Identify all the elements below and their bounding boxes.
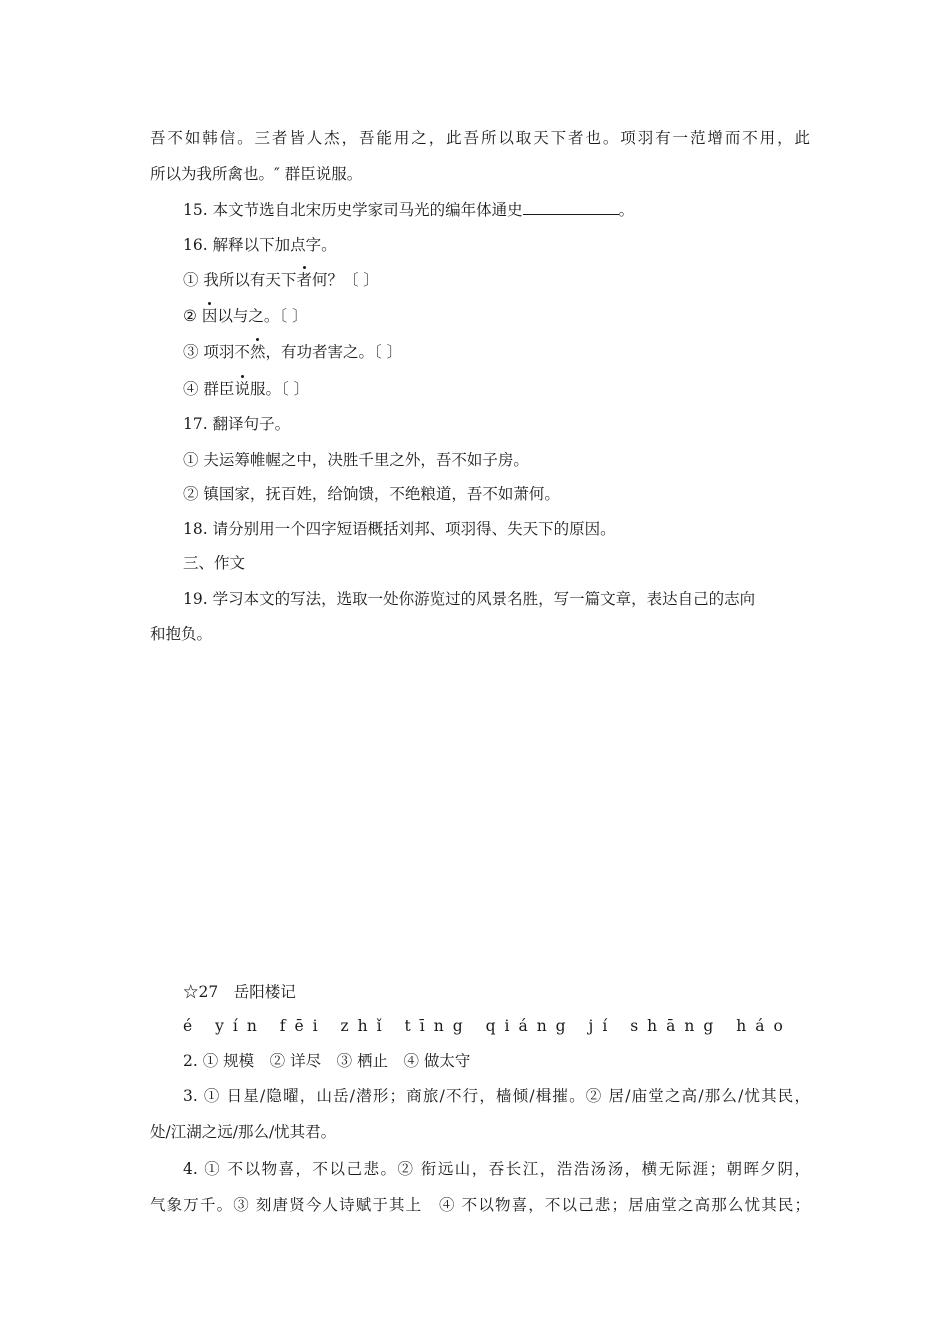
answer-2: 2. ① 规模 ② 详尽 ③ 栖止 ④ 做太守 xyxy=(183,1052,471,1070)
answer-3-line-1: 3. ① 日星/隐曜，山岳/潜形；商旅/不行，樯倾/楫摧。② 居/庙堂之高/那么/忧其民， xyxy=(183,1087,810,1105)
question-16-item-3 xyxy=(183,342,843,362)
question-15 xyxy=(183,200,843,220)
item-text: 何？〔 〕 xyxy=(311,271,379,289)
question-18: 18. 请分别用一个四字短语概括刘邦、项羽得、失天下的原因。 xyxy=(183,520,616,538)
answer-4-line-2: 气象万千。③ 刻唐贤今人诗赋于其上 ④ 不以物喜，不以己悲；居庙堂之高那么忧其民； xyxy=(150,1196,810,1214)
dotted-char: 因 xyxy=(201,307,218,325)
item-text: ② xyxy=(183,307,202,325)
question-16-item-4 xyxy=(183,379,843,399)
question-16-item-1 xyxy=(183,270,843,290)
dotted-char: 说 xyxy=(234,380,250,398)
question-17-title: 17. 翻译句子。 xyxy=(183,415,291,433)
question-15-text: 15. 本文节选自北宋历史学家司马光的编年体通史 xyxy=(183,201,523,219)
answer-3-line-2: 处/江湖之远/那么/忧其君。 xyxy=(150,1123,337,1141)
answer-blank xyxy=(523,200,619,215)
question-16-item-2 xyxy=(183,306,843,326)
passage-line-2: 所以为我所禽也。″ 群臣说服。 xyxy=(150,165,363,183)
answers-header: ☆27 岳阳楼记 xyxy=(183,983,296,1001)
question-19-line-1: 19. 学习本文的写法，选取一处你游览过的风景名胜，写一篇文章，表达自己的志向 xyxy=(183,590,756,608)
question-15-end: 。 xyxy=(618,201,635,219)
item-text: ③ 项羽不 xyxy=(183,343,250,361)
passage-line-1: 吾不如韩信。三者皆人杰，吾能用之，此吾所以取天下者也。项羽有一范增而不用，此 xyxy=(150,129,810,147)
dotted-char: 者 xyxy=(296,271,312,289)
item-text: 以与之。〔 〕 xyxy=(217,307,308,325)
question-17-item-2: ② 镇国家，抚百姓，给饷馈，不绝粮道，吾不如萧何。 xyxy=(183,485,560,503)
item-text: ① 我所以有天下 xyxy=(183,271,297,289)
answers-pinyin: é yín fēi zhǐ tīng qiáng jí shāng háo xyxy=(183,1017,792,1035)
question-17-item-1: ① 夫运筹帷幄之中，决胜千里之外，吾不如子房。 xyxy=(183,451,529,469)
question-16-title: 16. 解释以下加点字。 xyxy=(183,236,337,254)
item-text: 服。〔 〕 xyxy=(249,380,310,398)
item-text: ，有功者害之。〔 〕 xyxy=(265,343,403,361)
section-3-title: 三、作文 xyxy=(183,554,246,572)
answer-4-line-1: 4. ① 不以物喜，不以己悲。② 衔远山，吞长江，浩浩汤汤，横无际涯；朝晖夕阴， xyxy=(183,1160,810,1178)
question-19-line-2: 和抱负。 xyxy=(150,625,213,643)
dotted-char: 然 xyxy=(249,343,266,361)
item-text: ④ 群臣 xyxy=(183,380,235,398)
